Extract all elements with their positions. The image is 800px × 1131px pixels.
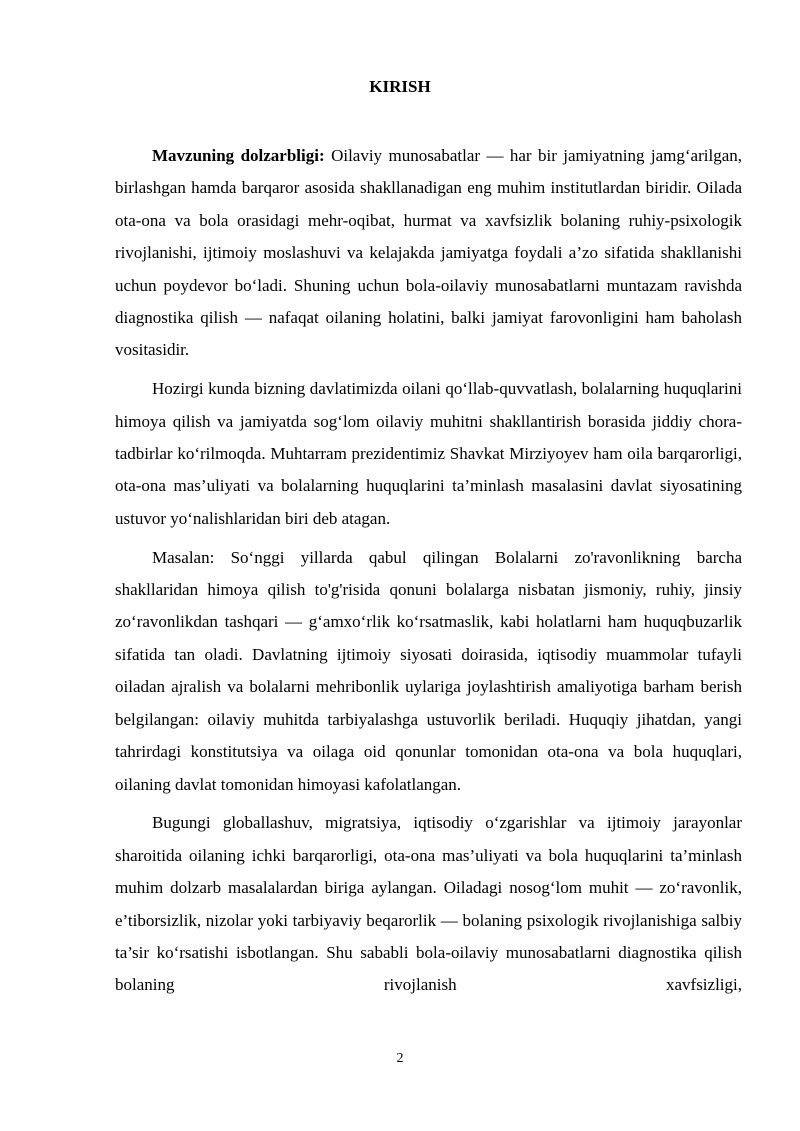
document-body <box>115 140 742 1002</box>
paragraph-text: Bugungi globallashuv, migratsiya, iqtisodiy o‘zgarishlar va ijtimoiy jarayonlar sharoitida oilaning ichki barqarorligi, ota-ona mas’uliyati va bola huquqlarini ta’minlash muhim dolzarb masalalardan biriga aylangan. Oiladagi nosog‘lom muhit — zo‘ravonlik, e’tiborsizlik, nizolar yoki tarbiyaviy beqarorlik — bolaning psixologik rivojlanishiga salbiy ta’sir ko‘rsatishi isbotlangan. Shu sababli bola-oilaviy munosabatlarni diagnostika qilish bolaning rivojlanish xavfsizligi, <box>115 813 742 995</box>
paragraph-text: Oilaviy munosabatlar — har bir jamiyatning jamg‘arilgan, birlashgan hamda barqaror asosida shakllanadigan eng muhim institutlardan biridir. Oilada ota-ona va bola orasidagi mehr-oqibat, hurmat va xavfsizlik bolaning ruhiy-psixologik rivojlanishi, ijtimoiy moslashuvi va kelajakda jamiyatga foydali a’zo sifatida shakllanishi uchun poydevor bo‘ladi. Shuning uchun bola-oilaviy munosabatlarni muntazam ravishda diagnostika qilish — nafaqat oilaning holatini, balki jamiyat farovonligini ham baholash vositasidir. <box>115 146 742 360</box>
paragraph-state-policy <box>115 373 742 535</box>
paragraph-text: Masalan: So‘nggi yillarda qabul qilingan Bolalarni zo'ravonlikning barcha shakllaridan himoya qilish to'g'risida qonuni bolalarga nisbatan jismoniy, ruhiy, jinsiy zo‘ravonlikdan tashqari — g‘amxo‘rlik ko‘rsatmaslik, kabi holatlarni ham huquqbuzarlik sifatida tan oladi. Davlatning ijtimoiy siyosati doirasida, iqtisodiy muammolar tufayli oiladan ajralish va bolalarni mehribonlik uylariga joylashtirish amaliyotiga barham berish belgilangan: oilaviy muhitda tarbiyalashga ustuvorlik beriladi. Huquqiy jihatdan, yangi tahrirdagi konstitutsiya va oilaga oid qonunlar tomonidan ota-ona va bola huquqlari, oilaning davlat tomonidan himoyasi kafolatlangan. <box>115 547 742 794</box>
paragraph-globalization <box>115 807 742 1001</box>
page-number: 2 <box>396 1051 404 1066</box>
paragraph-lead: Mavzuning dolzarbligi: <box>152 146 325 165</box>
section-title: KIRISH <box>369 77 431 96</box>
paragraph-text: Hozirgi kunda bizning davlatimizda oilani qo‘llab-quvvatlash, bolalarning huquqlarini himoya qilish va jamiyatda sog‘lom oilaviy muhitni shakllantirish borasida jiddiy chora-tadbirlar ko‘rilmoqda. Muhtarram prezidentimiz Shavkat Mirziyoyev ham oila barqarorligi, ota-ona mas’uliyati va bolalarning huquqlarini ta’minlash masalasini davlat siyosatining ustuvor yo‘nalishlaridan biri deb atagan. <box>115 379 742 528</box>
paragraph-relevance <box>115 140 742 367</box>
paragraph-example-law <box>115 542 742 801</box>
